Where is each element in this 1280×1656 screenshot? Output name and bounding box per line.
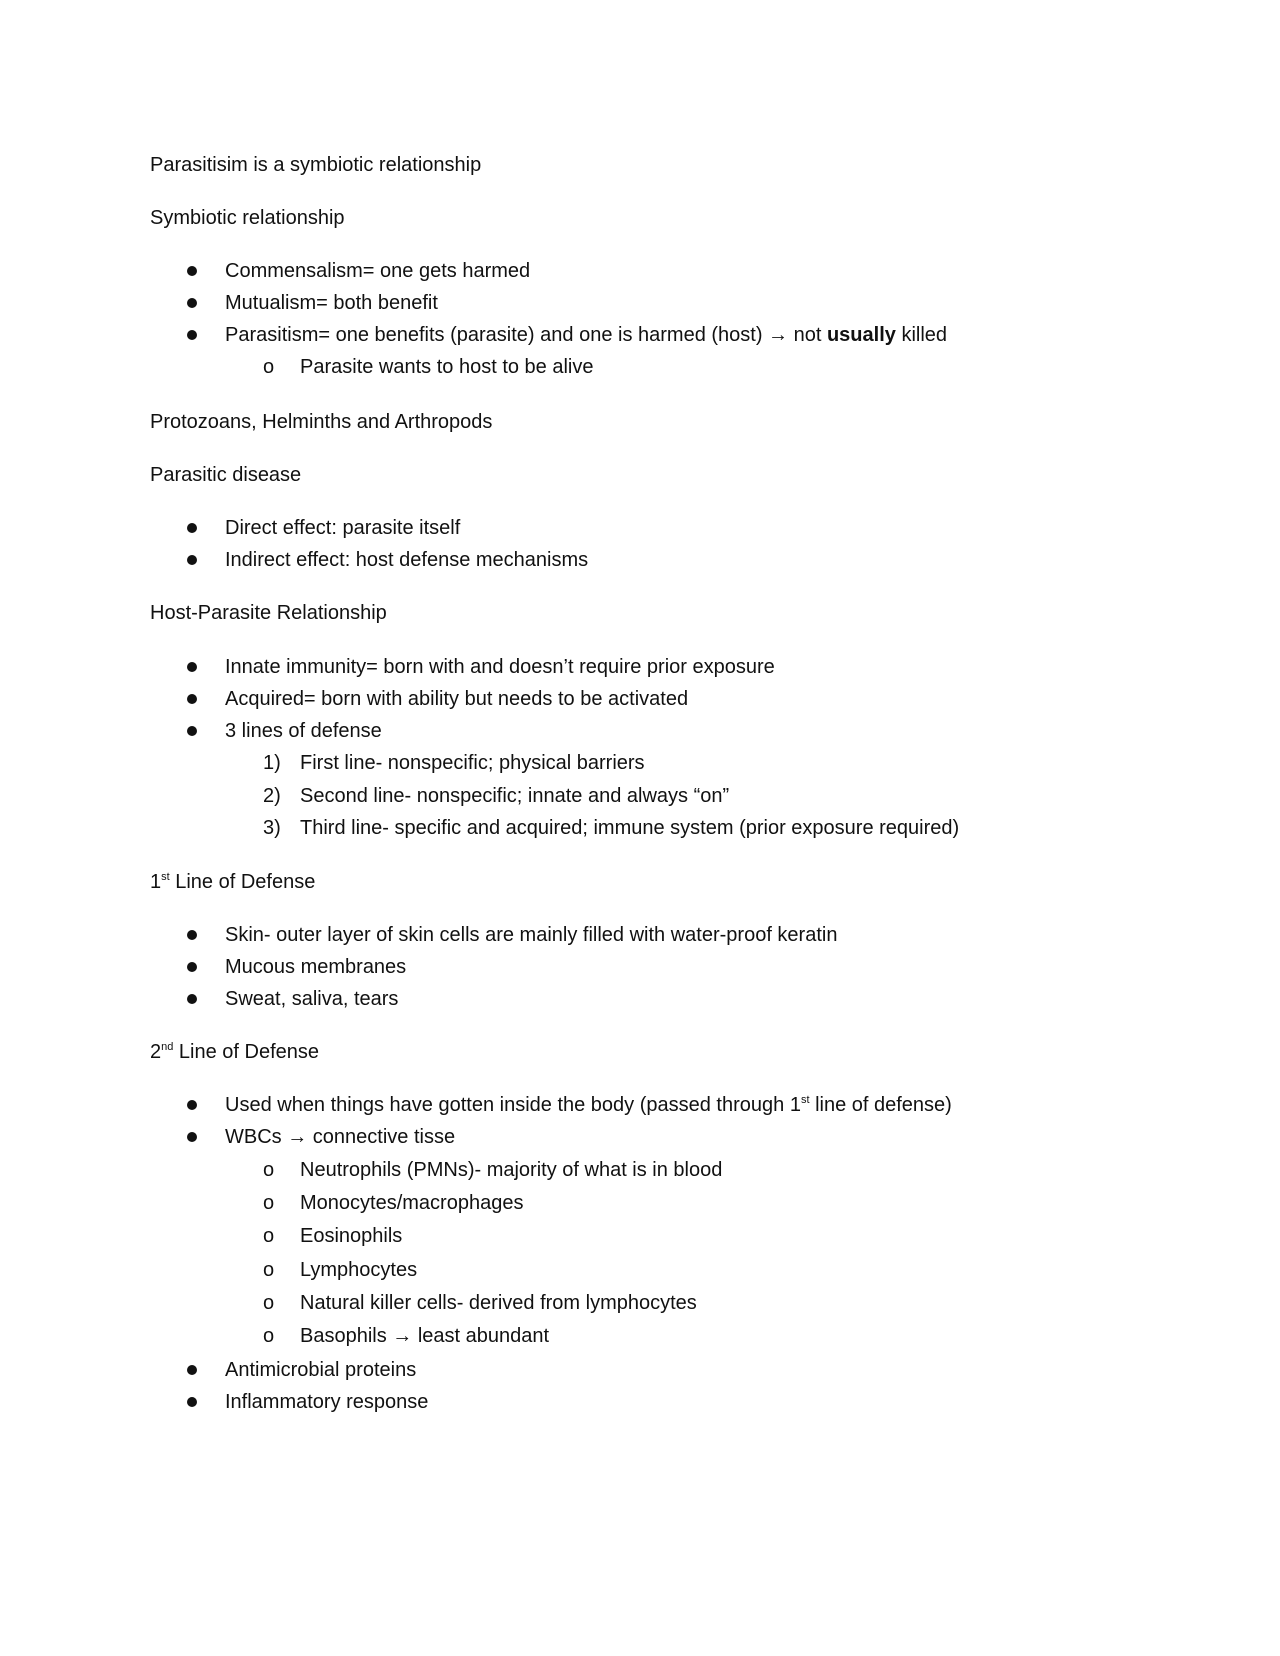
- list-item: Direct effect: parasite itself: [225, 517, 461, 539]
- item-text-after: line of defense): [809, 1094, 952, 1116]
- list-item: Inflammatory response: [225, 1391, 429, 1413]
- sub-bullet-icon: o: [263, 1225, 275, 1247]
- numbered-item: Second line- nonspecific; innate and always “on”: [300, 785, 730, 807]
- list-subitem: Lymphocytes: [300, 1259, 418, 1281]
- list-number: 1): [263, 752, 281, 774]
- heading-parasitism: Parasitisim is a symbiotic relationship: [150, 154, 482, 176]
- heading-sup: st: [161, 871, 170, 883]
- heading-first-line: [150, 870, 315, 894]
- bullet-icon: [187, 726, 197, 736]
- heading-host: Host-Parasite Relationship: [150, 602, 387, 624]
- list-item: Commensalism= one gets harmed: [225, 260, 531, 282]
- bullet-icon: [187, 555, 197, 565]
- list-item: Sweat, saliva, tears: [225, 988, 399, 1010]
- bullet-icon: [187, 1100, 197, 1110]
- bullet-icon: [187, 1365, 197, 1375]
- bullet-icon: [187, 662, 197, 672]
- bullet-icon: [187, 994, 197, 1004]
- parasitism-text-before: Parasitism= one benefits (parasite) and one is harmed (host) → not: [225, 324, 827, 346]
- list-item: [225, 1093, 952, 1117]
- list-item: Skin- outer layer of skin cells are mainly filled with water-proof keratin: [225, 924, 838, 946]
- parasitism-bold: usually: [826, 324, 896, 346]
- heading-groups: Protozoans, Helminths and Arthropods: [150, 411, 493, 433]
- heading-rest: Line of Defense: [169, 871, 316, 893]
- bullet-icon: [187, 330, 197, 340]
- item-text-before: Used when things have gotten inside the body (passed through 1: [225, 1094, 801, 1116]
- heading-disease: Parasitic disease: [150, 464, 302, 486]
- heading-num: 1: [150, 871, 162, 893]
- list-item: WBCs → connective tisse: [225, 1126, 456, 1148]
- sub-bullet-icon: o: [263, 1325, 275, 1347]
- bullet-icon: [187, 266, 197, 276]
- heading-num: 2: [150, 1041, 162, 1063]
- bullet-icon: [187, 930, 197, 940]
- bullet-icon: [187, 523, 197, 533]
- list-item: Indirect effect: host defense mechanisms: [225, 549, 589, 571]
- item-sup: st: [800, 1094, 810, 1106]
- numbered-item: Third line- specific and acquired; immune system (prior exposure required): [300, 817, 960, 839]
- list-item: Acquired= born with ability but needs to be activated: [225, 688, 689, 710]
- heading-sup: nd: [161, 1041, 174, 1053]
- list-item: Mutualism= both benefit: [225, 292, 438, 314]
- list-number: 3): [263, 817, 281, 839]
- heading-rest: Line of Defense: [173, 1041, 320, 1063]
- bullet-icon: [187, 962, 197, 972]
- list-subitem: Basophils → least abundant: [300, 1325, 550, 1347]
- list-item: Mucous membranes: [225, 956, 407, 978]
- bullet-icon: [187, 694, 197, 704]
- heading-second-line: [150, 1040, 319, 1064]
- list-subitem: Neutrophils (PMNs)- majority of what is in blood: [300, 1159, 723, 1181]
- bullet-icon: [187, 1132, 197, 1142]
- list-subitem: Eosinophils: [300, 1225, 403, 1247]
- bullet-icon: [187, 1397, 197, 1407]
- list-subitem: Parasite wants to host to be alive: [300, 356, 594, 378]
- sub-bullet-icon: o: [263, 356, 275, 378]
- list-item: 3 lines of defense: [225, 720, 382, 742]
- sub-bullet-icon: o: [263, 1292, 275, 1314]
- list-item: Innate immunity= born with and doesn’t require prior exposure: [225, 656, 775, 678]
- list-number: 2): [263, 785, 281, 807]
- list-subitem: Natural killer cells- derived from lymphocytes: [300, 1292, 697, 1314]
- sub-bullet-icon: o: [263, 1192, 275, 1214]
- bullet-icon: [187, 298, 197, 308]
- list-item-parasitism: [225, 323, 947, 347]
- list-subitem: Monocytes/macrophages: [300, 1192, 524, 1214]
- list-item: Antimicrobial proteins: [225, 1359, 417, 1381]
- numbered-item: First line- nonspecific; physical barriers: [300, 752, 645, 774]
- heading-symbiotic: Symbiotic relationship: [150, 207, 345, 229]
- sub-bullet-icon: o: [263, 1259, 275, 1281]
- parasitism-text-after: killed: [895, 324, 948, 346]
- sub-bullet-icon: o: [263, 1159, 275, 1181]
